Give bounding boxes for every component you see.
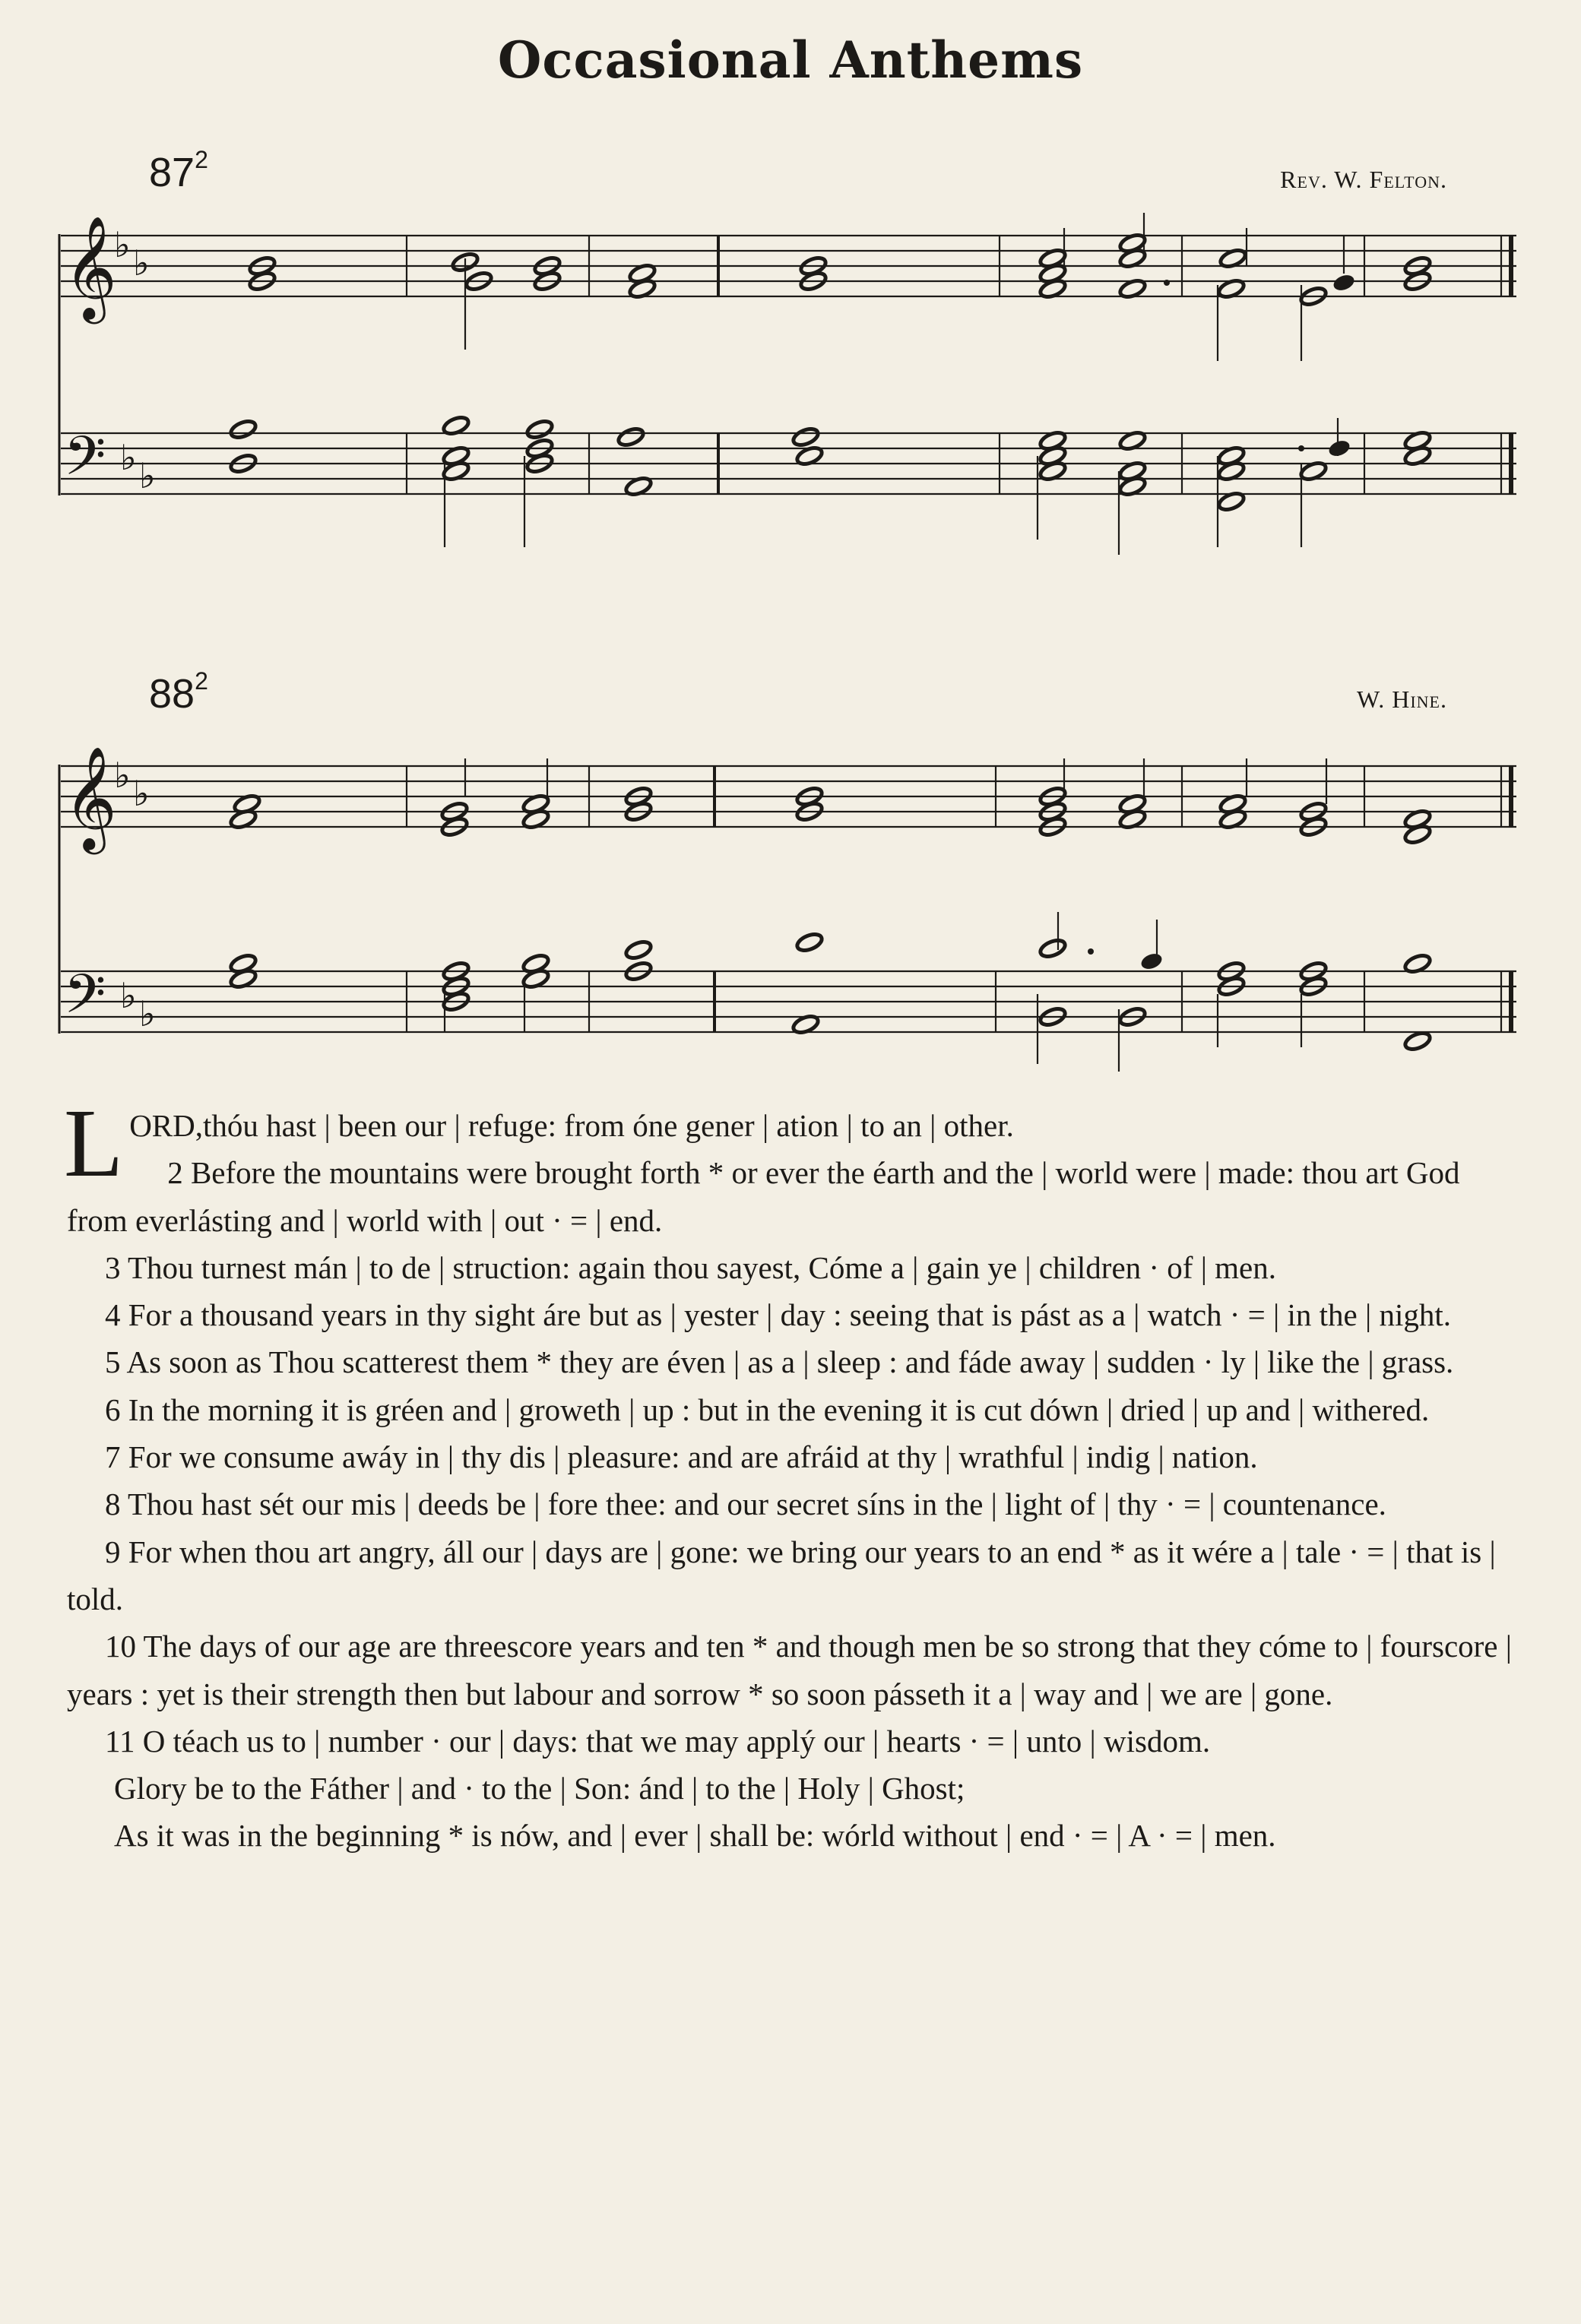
tune-number-88 (149, 667, 208, 717)
gloria-1: Glory be to the Fáther | and · to the | Son: ánd | to the | Holy | Ghost; (114, 1771, 965, 1806)
score-tune-88 (0, 745, 1581, 1079)
composer-88: W. Hine. (1356, 685, 1447, 713)
verse-7: 7 For we consume awáy in | thy dis | pleasure: and are afráid at thy | wrathful | indig | nation. (105, 1439, 1258, 1475)
tune-number: 87 (149, 150, 195, 195)
svg-text:𝄞: 𝄞 (64, 745, 117, 850)
verse-8: 8 Thou hast sét our mis | deeds be | fore thee: and our secret síns in the | light of | thy · = | countenance. (105, 1487, 1386, 1522)
gloria-2: As it was in the beginning * is nów, and | ever | shall be: wórld without | end · = | A · = | men. (114, 1818, 1276, 1854)
verse-10: 10 The days of our age are threescore years and ten * and though men be so strong that they cóme to | fourscore | years : yet is their strength then but labour and sorrow * so soon pásseth it a | way and | we are | gone. (67, 1629, 1512, 1711)
svg-text:♭: ♭ (114, 226, 131, 264)
svg-text:♭: ♭ (139, 995, 156, 1034)
drop-cap: L (64, 1089, 124, 1197)
verse-6: 6 In the morning it is gréen and | groweth | up : but in the evening it is cut dówn | dried | up and | withered. (105, 1392, 1430, 1427)
verse-text: ORD,thóu hast | been our | refuge: from óne gener | ation | to an | other. (129, 1108, 1014, 1143)
svg-text:𝄢: 𝄢 (64, 963, 106, 1039)
tune-number-87 (149, 146, 208, 196)
score-tune-87 (0, 213, 1581, 562)
svg-text:♭: ♭ (120, 977, 137, 1015)
verse-3: 3 Thou turnest mán | to de | struction: again thou sayest, Cóme a | gain ye | children · of | men. (105, 1249, 1277, 1285)
verse-2: 2 Before the mountains were brought forth * or ever the éarth and the | world were | made: thou art God from everlásting and | world with | out · = | end. (67, 1155, 1460, 1238)
composer-87: Rev. W. Felton. (1280, 166, 1447, 193)
tune-superscript: 2 (195, 667, 208, 695)
svg-text:♭: ♭ (133, 774, 150, 813)
svg-text:♭: ♭ (114, 756, 131, 795)
svg-text:𝄢: 𝄢 (64, 425, 106, 501)
verse-4: 4 For a thousand years in thy sight áre but as | yester | day : seeing that is pást as a | watch · = | in the | night. (105, 1297, 1451, 1333)
svg-text:𝄞: 𝄞 (64, 214, 117, 319)
svg-text:♭: ♭ (120, 439, 137, 477)
svg-text:♭: ♭ (139, 457, 156, 496)
verse-9: 9 For when thou art angry, áll our | days are | gone: we bring our years to an end * as it wére a | tale · = | that is | told. (67, 1534, 1496, 1616)
page-title: Occasional Anthems (497, 30, 1084, 90)
verse-5: 5 As soon as Thou scatterest them * they are éven | as a | sleep : and fáde away | sudden · ly | like the | grass. (105, 1344, 1454, 1380)
verse-11: 11 O téach us to | number · our | days: that we may applý our | hearts · = | unto | wisdom. (105, 1723, 1211, 1759)
psalm-text (64, 1089, 1526, 1860)
tune-number: 88 (149, 671, 195, 717)
svg-text:♭: ♭ (133, 244, 150, 283)
tune-superscript: 2 (195, 146, 208, 173)
